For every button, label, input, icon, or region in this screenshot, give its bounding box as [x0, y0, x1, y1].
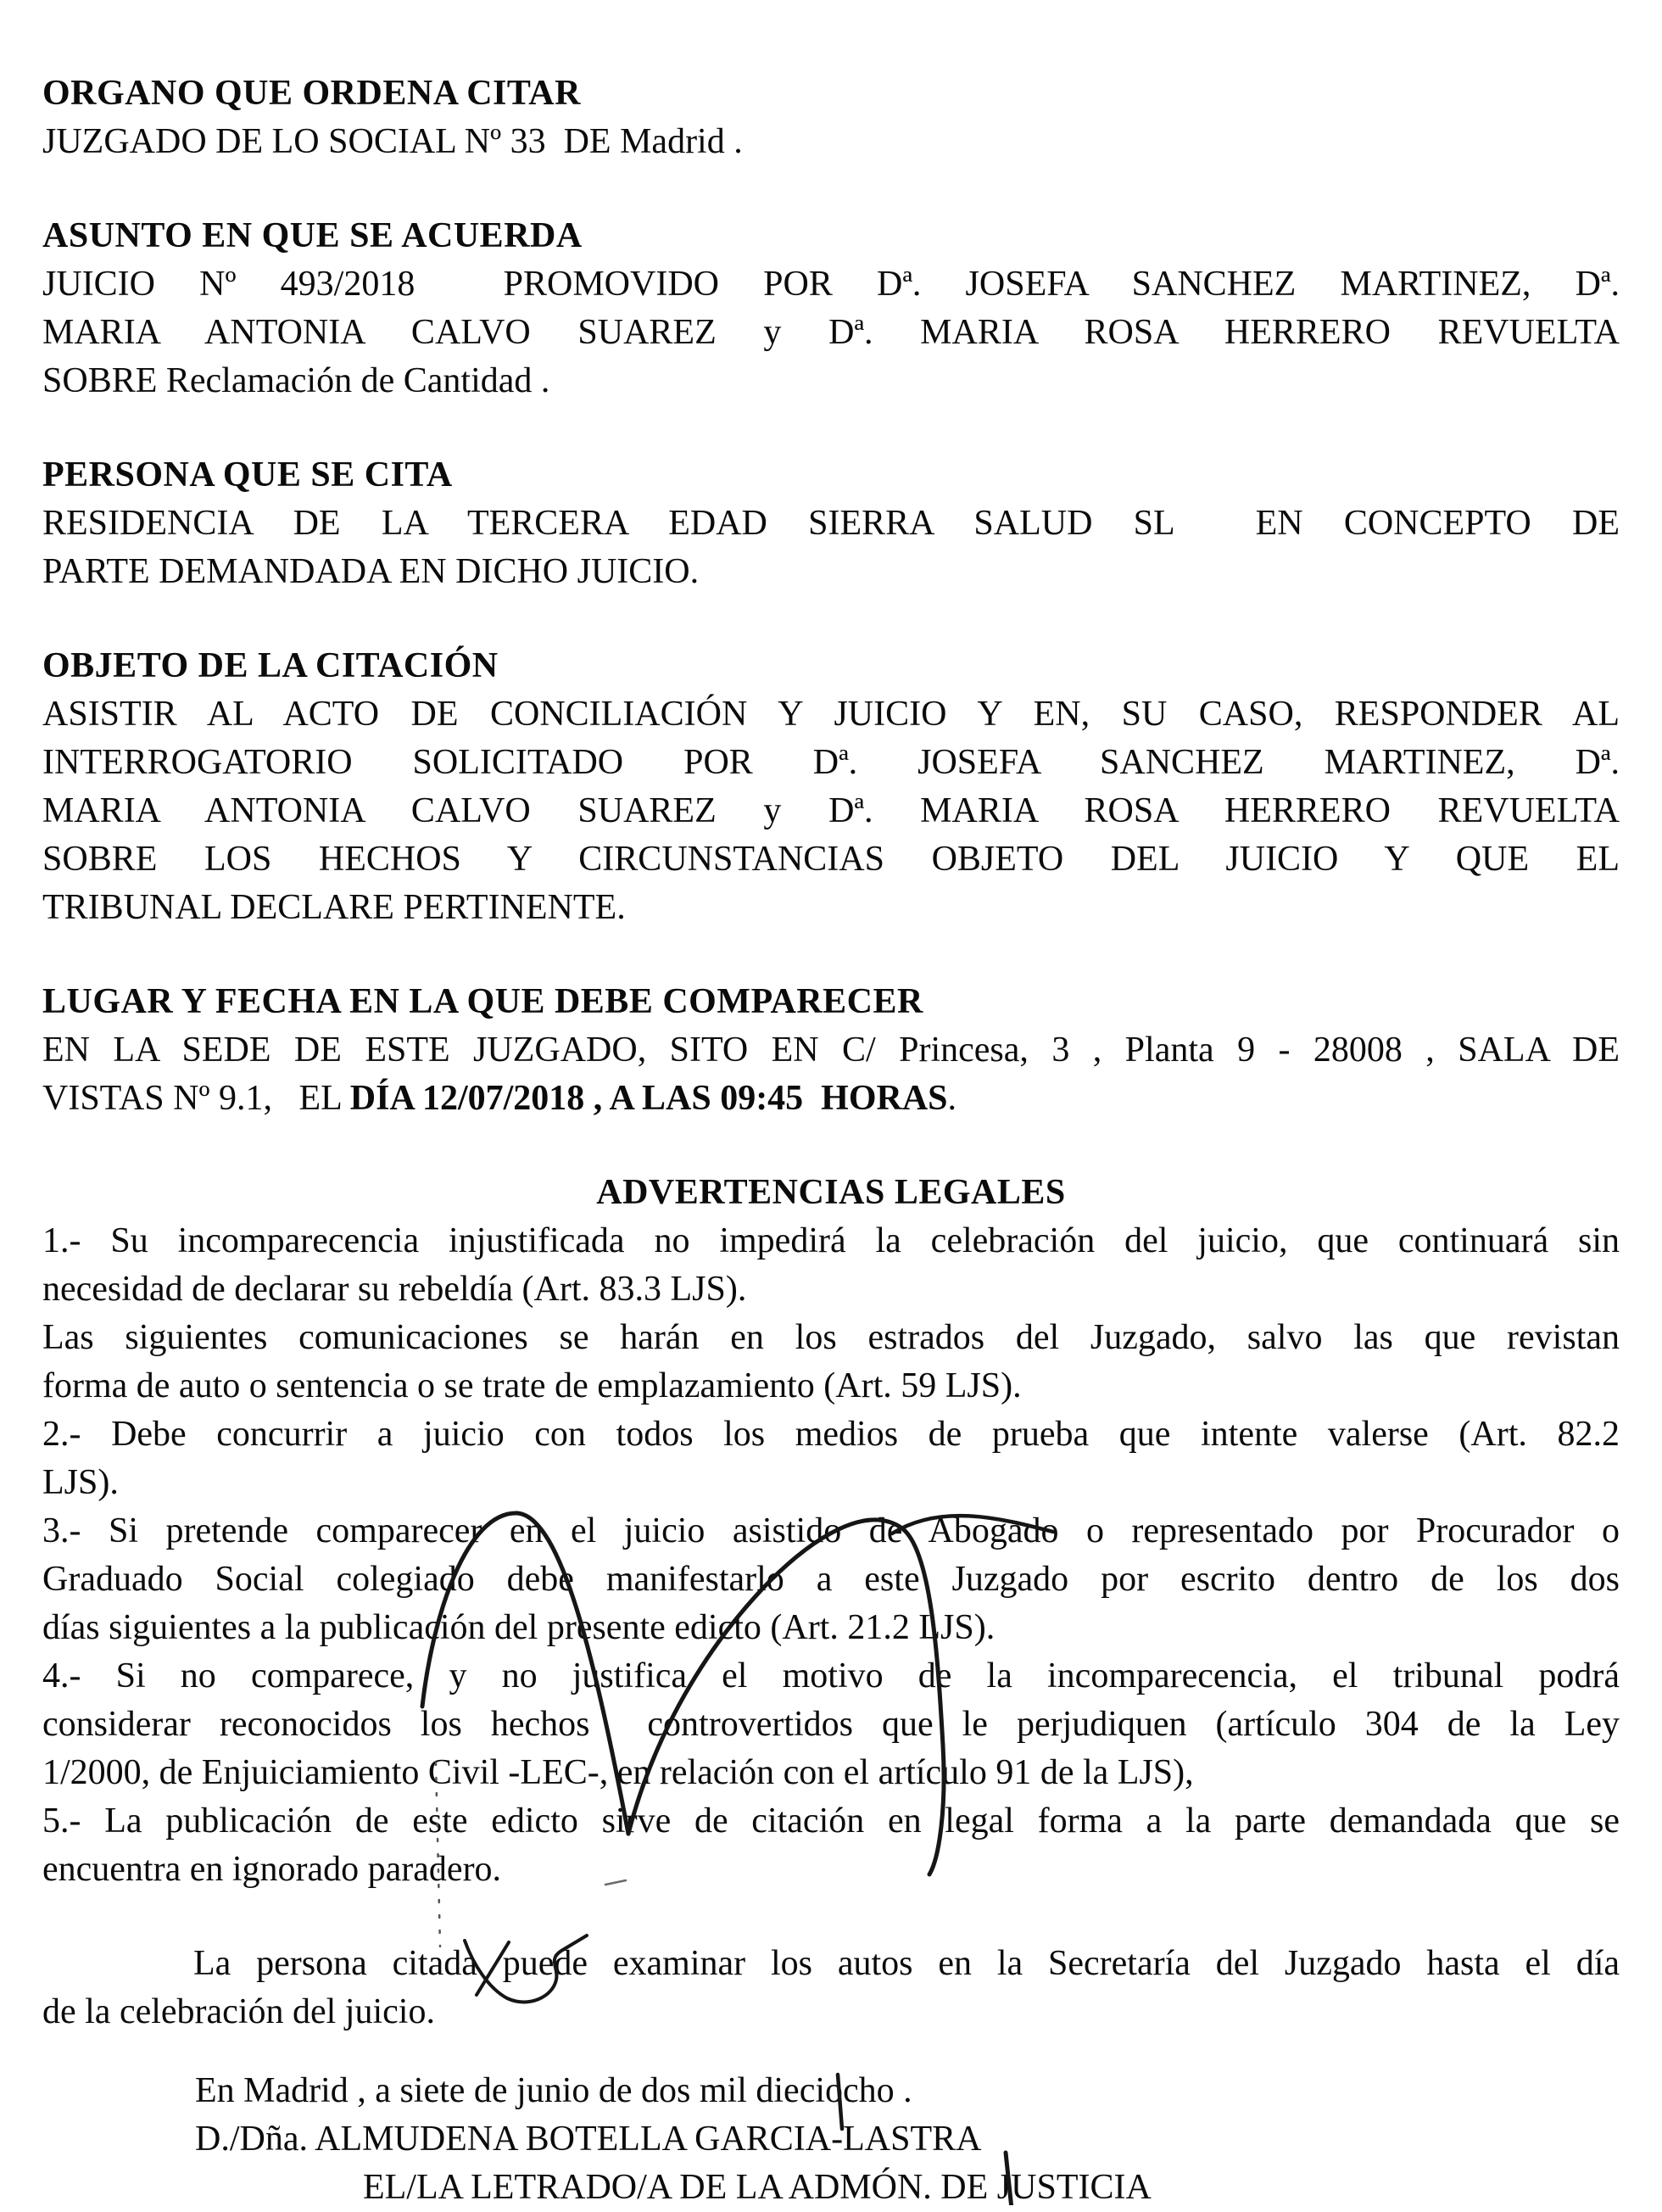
section-heading-objeto: OBJETO DE LA CITACIÓN: [42, 646, 499, 685]
legal-warning-paragraph: [42, 1217, 1620, 1314]
text-line: TRIBUNAL DECLARE PERTINENTE.: [42, 888, 626, 927]
text-line: MARIA ANTONIA CALVO SUAREZ y Dª. MARIA ROSA HERRERO REVUELTA: [42, 313, 1620, 352]
text-line: días siguientes a la publicación del presente edicto (Art. 21.2 LJS).: [42, 1608, 996, 1647]
text-line: MARIA ANTONIA CALVO SUAREZ y Dª. MARIA ROSA HERRERO REVUELTA: [42, 791, 1620, 830]
section-objeto: [42, 642, 1620, 932]
section-heading-organo: ORGANO QUE ORDENA CITAR: [42, 74, 581, 113]
text-run: VISTAS Nº 9.1, EL: [42, 1079, 350, 1118]
paragraph-persona: [42, 500, 1620, 596]
paragraph-persona-citada: [42, 1940, 1620, 2036]
section-heading-persona: PERSONA QUE SE CITA: [42, 455, 453, 494]
paragraph-asunto: [42, 260, 1620, 405]
text-line: considerar reconocidos los hechos controvertidos que le perjudiquen (artículo 304 de la Ley: [42, 1705, 1620, 1744]
bold-text-run: DÍA 12/07/2018 , A LAS 09:45 HORAS: [349, 1079, 948, 1118]
section-asunto: [42, 212, 1620, 405]
text-line: JUICIO Nº 493/2018 PROMOVIDO POR Dª. JOSEFA SANCHEZ MARTINEZ, Dª.: [42, 265, 1620, 304]
closing-official-name: D./Dña. ALMUDENA BOTELLA GARCIA-LASTRA: [195, 2120, 982, 2159]
closing-official-role: EL/LA LETRADO/A DE LA ADMÓN. DE JUSTICIA: [363, 2168, 1152, 2207]
text-line: 1/2000, de Enjuiciamiento Civil -LEC-, en relación con el artículo 91 de la LJS),: [42, 1753, 1194, 1792]
closing-date-line: En Madrid , a siete de junio de dos mil dieciocho .: [195, 2071, 912, 2110]
paragraph-lugar: [42, 1026, 1620, 1123]
legal-warning-paragraph: [42, 1314, 1620, 1410]
text-line: 5.- La publicación de este edicto sirve de citación en legal forma a la parte demandada que se: [42, 1801, 1620, 1841]
paragraph-objeto: [42, 690, 1620, 932]
legal-warning-paragraph: [42, 1652, 1620, 1797]
text-line: INTERROGATORIO SOLICITADO POR Dª. JOSEFA SANCHEZ MARTINEZ, Dª.: [42, 743, 1620, 782]
text-line: 4.- Si no comparece, y no justifica el motivo de la incomparecencia, el tribunal podrá: [42, 1656, 1620, 1695]
text-line: ASISTIR AL ACTO DE CONCILIACIÓN Y JUICIO Y EN, SU CASO, RESPONDER AL: [42, 695, 1620, 734]
text-line: de la celebración del juicio.: [42, 1992, 435, 2031]
section-lugar: [42, 978, 1620, 1123]
text-line: Las siguientes comunicaciones se harán en los estrados del Juzgado, salvo las que revistan: [42, 1318, 1620, 1357]
text-line: forma de auto o sentencia o se trate de emplazamiento (Art. 59 LJS).: [42, 1366, 1022, 1405]
section-closing: [42, 2067, 1620, 2212]
text-line: PARTE DEMANDADA EN DICHO JUICIO.: [42, 552, 700, 591]
text-line: LJS).: [42, 1463, 119, 1502]
section-heading-lugar: LUGAR Y FECHA EN LA QUE DEBE COMPARECER: [42, 982, 923, 1021]
text-run: .: [947, 1079, 957, 1118]
text-line: SOBRE Reclamación de Cantidad .: [42, 361, 550, 400]
text-line: EN LA SEDE DE ESTE JUZGADO, SITO EN C/ Princesa, 3 , Planta 9 - 28008 , SALA DE: [42, 1031, 1620, 1070]
section-heading-asunto: ASUNTO EN QUE SE ACUERDA: [42, 216, 583, 255]
text-line: encuentra en ignorado paradero.: [42, 1850, 502, 1889]
text-line: JUZGADO DE LO SOCIAL Nº 33 DE Madrid .: [42, 122, 743, 161]
section-persona-citada: [42, 1940, 1620, 2036]
text-line: RESIDENCIA DE LA TERCERA EDAD SIERRA SALUD SL EN CONCEPTO DE: [42, 504, 1620, 543]
section-persona: [42, 451, 1620, 596]
paragraph-organo: [42, 118, 1620, 166]
text-line: 3.- Si pretende comparecer en el juicio asistido de Abogado o representado por Procurador o: [42, 1511, 1620, 1550]
text-line: SOBRE LOS HECHOS Y CIRCUNSTANCIAS OBJETO DEL JUICIO Y QUE EL: [42, 840, 1620, 879]
text-line: Graduado Social colegiado debe manifestarlo a este Juzgado por escrito dentro de los dos: [42, 1560, 1620, 1599]
section-heading-advertencias: ADVERTENCIAS LEGALES: [596, 1173, 1066, 1212]
legal-warning-paragraph: [42, 1507, 1620, 1652]
text-line: 2.- Debe concurrir a juicio con todos los medios de prueba que intente valerse (Art. 82.2: [42, 1415, 1620, 1454]
advertencias-paragraphs: [42, 1217, 1620, 1894]
section-organo: [42, 70, 1620, 166]
section-advertencias: [42, 1169, 1620, 1894]
legal-warning-paragraph: [42, 1797, 1620, 1894]
legal-warning-paragraph: [42, 1410, 1620, 1507]
text-line: necesidad de declarar su rebeldía (Art. 83.3 LJS).: [42, 1270, 747, 1309]
text-line: 1.- Su incomparecencia injustificada no impedirá la celebración del juicio, que continuará sin: [42, 1221, 1620, 1260]
text-line: La persona citada puede examinar los autos en la Secretaría del Juzgado hasta el día: [193, 1944, 1620, 1983]
text-line: [42, 1075, 1620, 1123]
